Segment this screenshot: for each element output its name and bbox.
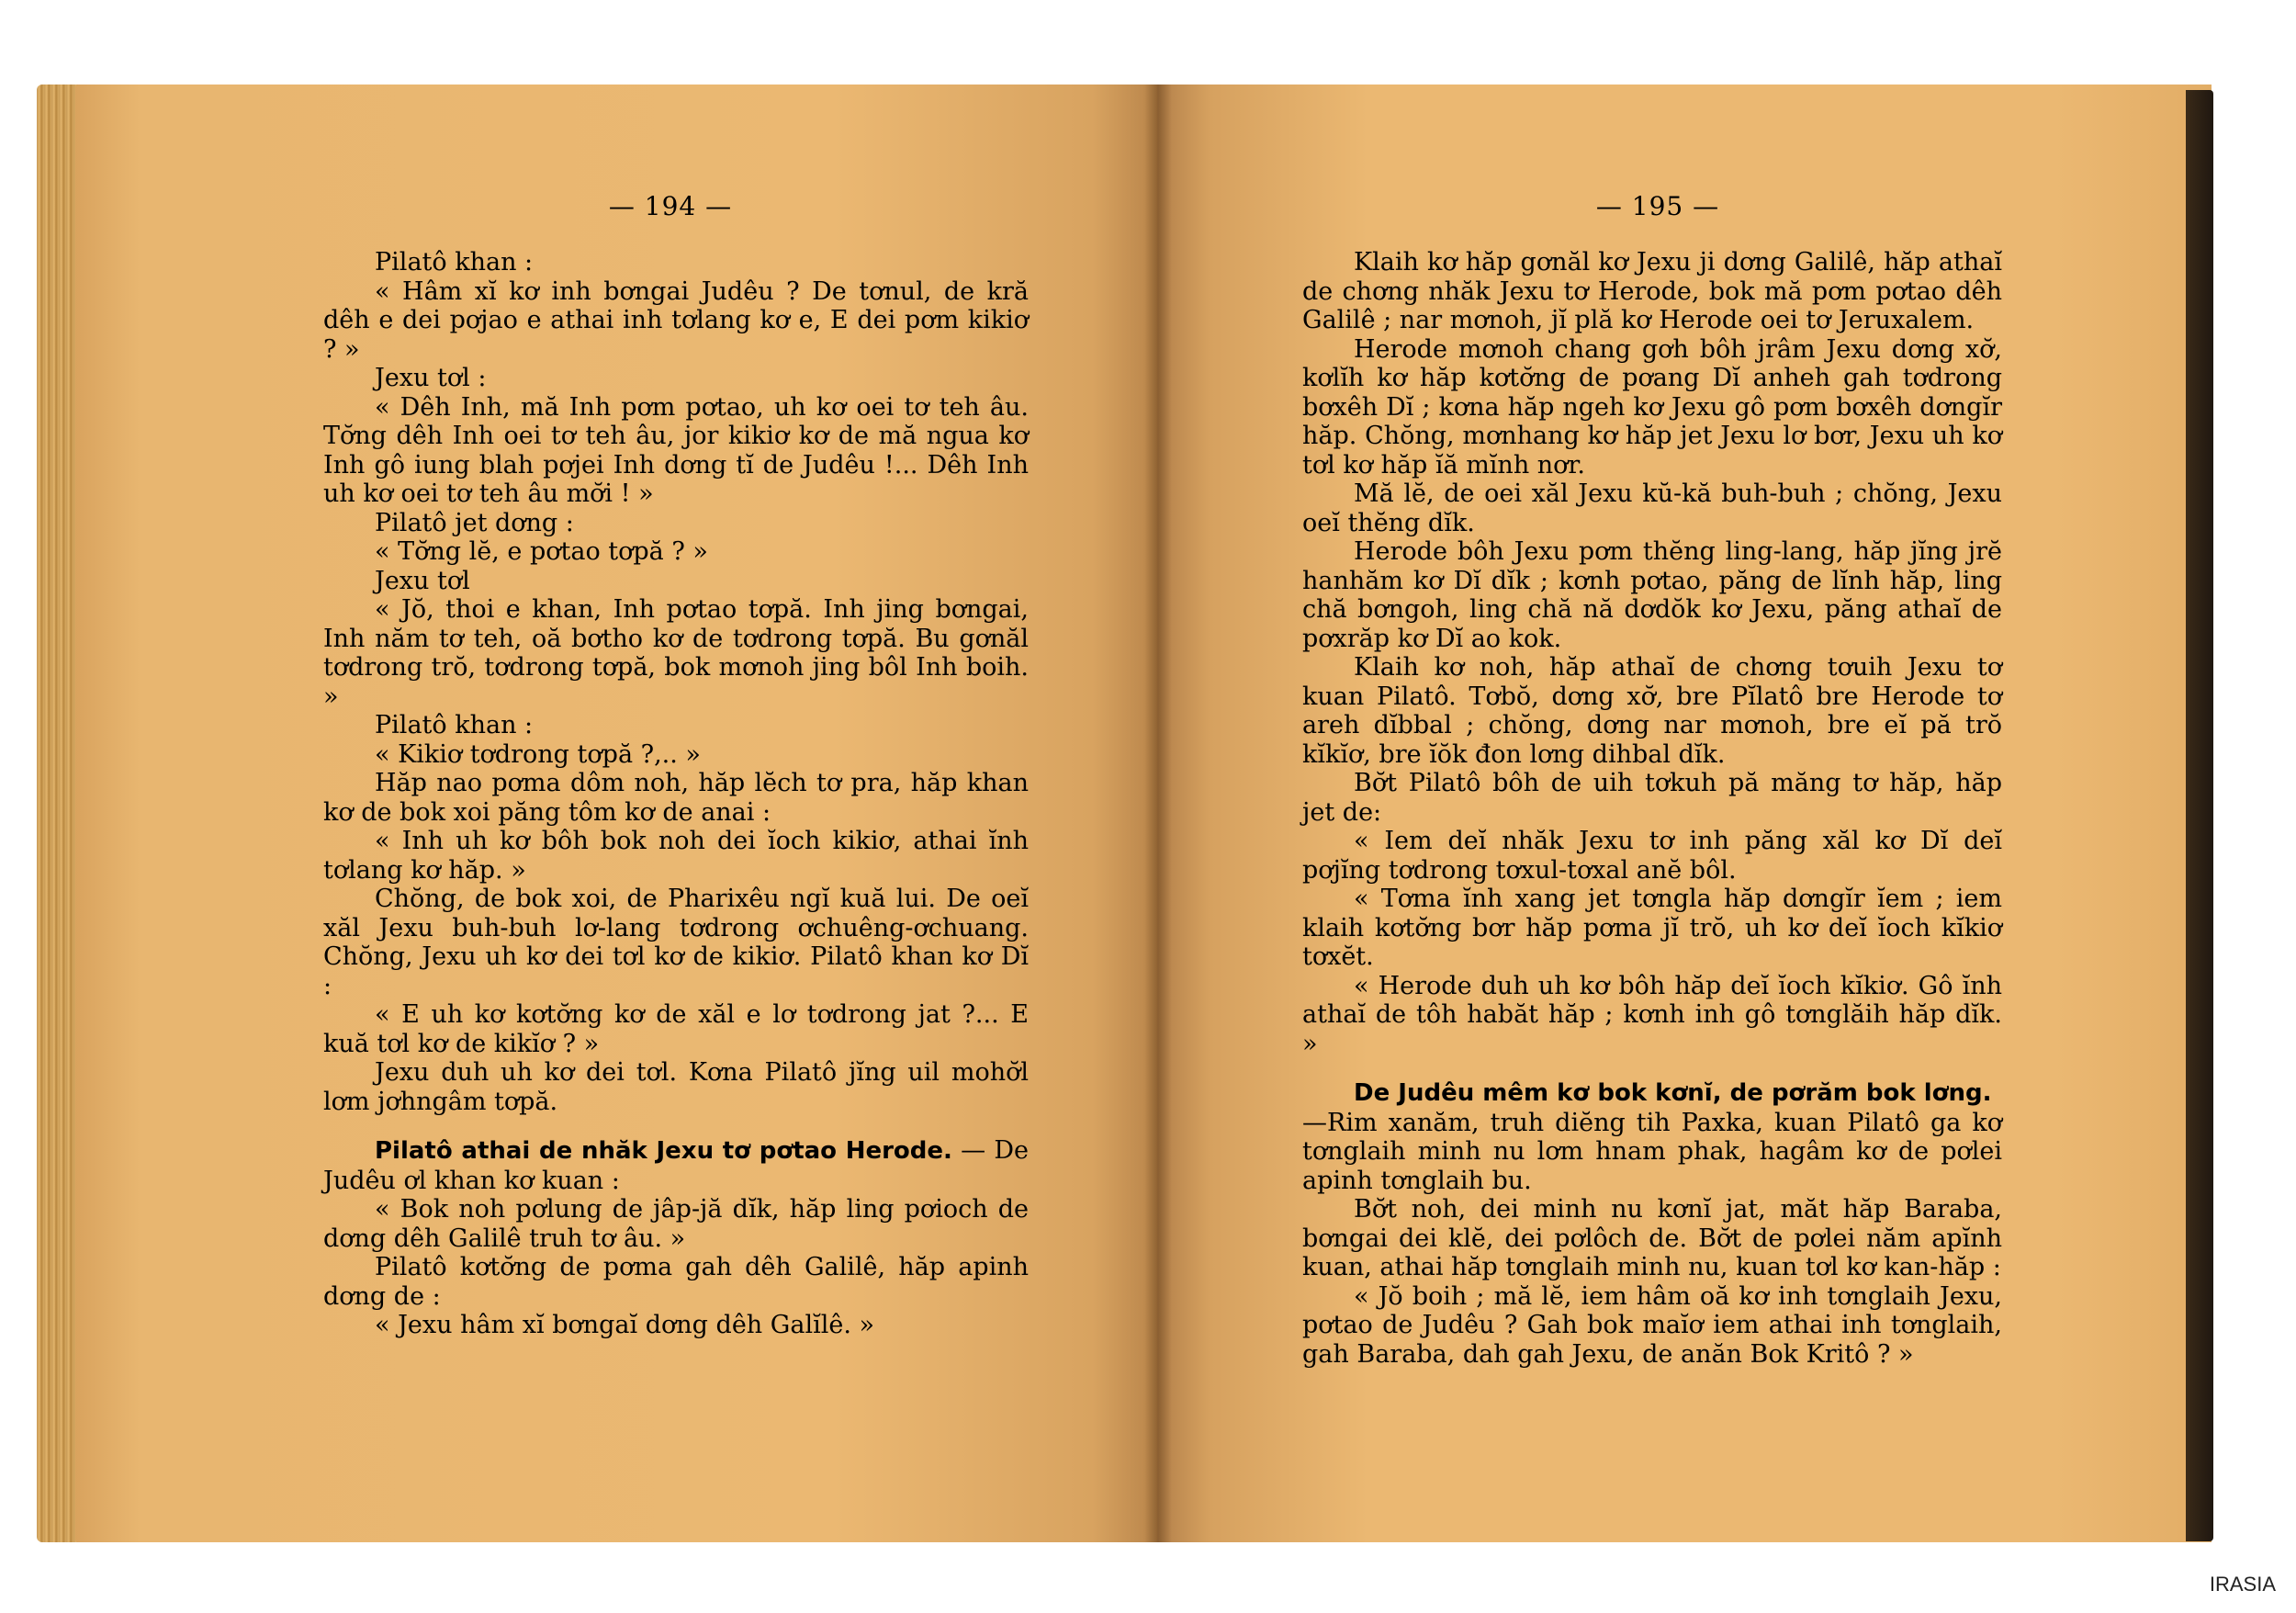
book-gutter [1144, 85, 1172, 1542]
left-page-text [323, 248, 1029, 1340]
paragraph: « Bok noh pơlung de jâp-jă dĭk, hăp ling pơioch de dơng dêh Galilê truh tơ âu. » [323, 1195, 1029, 1253]
section-heading-paragraph [323, 1136, 1029, 1195]
paragraph: « Jexu hâm xĭ bơngaĭ dơng dêh Galĭlê. » [375, 1311, 875, 1339]
paragraph: « Kikiơ tơdrong tơpă ?,.. » [375, 739, 701, 769]
paragraph: Jexu tơl : [375, 364, 487, 392]
section-heading-paragraph [1302, 1078, 2002, 1195]
paragraph: « Dêh Inh, mă Inh pơm pơtao, uh kơ oei tơ teh âu. Tơ̆ng dêh Inh oei tơ teh âu, jor kikiơ kơ de mă ngua kơ Inh gô iung blah pơjei Inh dơng tĭ de Judêu !... Dêh Inh uh kơ oei tơ teh âu mơ̆i ! » [323, 392, 1029, 508]
paragraph: Mă lĕ, de oei xăl Jexu kŭ-kă buh-buh ; chŏng, Jexu oeĭ thĕng dĭk. [1302, 479, 2002, 537]
left-page-number: — 194 — [608, 191, 733, 221]
paragraph: « Iem deĭ nhăk Jexu tơ inh păng xăl kơ Dĭ deĭ pơjĭng tơdrong tơxul-tơxal anĕ bôl. [1302, 827, 2002, 885]
book-cover-edge [2186, 90, 2213, 1541]
paragraph: « Tơma ĭnh xang jet tơngla hăp dơngĭr ĭem ; iem klaih kơtơ̆ng bơr hăp pơma jĭ trŏ, uh kơ deĭ ĭoch kĭkiơ tơxĕt. [1302, 885, 2002, 971]
paragraph: « E uh kơ kơtơ̆ng kơ de xăl e lơ tơdrong jat ?... E kuă tơl kơ de kikĭơ ? » [323, 1000, 1029, 1058]
paragraph: Herode mơnoh chang gơh bôh jrâm Jexu dơng xơ̆, kơlĭh kơ hăp kơtơ̆ng de pơang Dĭ anheh gah tơdrong bơxêh Dĭ ; kơna hăp ngeh kơ Jexu gô pơm bơxêh dơngĭr hăp. Chŏng, mơnhang kơ hăp jet Jexu lơ bơr, Jexu uh kơ tơl kơ hăp ĭă mĭnh nơr. [1302, 334, 2002, 479]
paragraph: Klaih kơ noh, hăp athaĭ de chơng tơuih Jexu tơ kuan Pilatô. Tơbŏ, dơng xơ̆, bre Pĭlatô bre Herode tơ areh dĭbbal ; chŏng, dơng nar mơnoh, bre eĭ pă trŏ kĭkĭơ, bre ĭŏk đon lơng dihbal dĭk. [1302, 653, 2002, 769]
paragraph: « Inh uh kơ bôh bok noh dei ĭoch kikiơ, athai ĭnh tơlang kơ hăp. » [323, 827, 1029, 885]
section-heading: De Judêu mêm kơ bok kơnĭ, de pơrăm bok lơng. [1354, 1079, 1992, 1107]
paragraph: « Hâm xĭ kơ inh bơngai Judêu ? De tơnul, de kră dêh e dei pơjao e athai inh tơlang kơ e, E dei pơm kikiơ ? » [323, 276, 1029, 364]
watermark: IRASIA [2209, 1573, 2276, 1596]
paragraph: Jexu duh uh kơ dei tơl. Kơna Pilatô jĭng uil mohơ̆l lơm jơhngâm tơpă. [323, 1058, 1029, 1116]
paragraph: Hăp nao pơma dôm noh, hăp lĕch tơ pra, hăp khan kơ de bok xoi păng tôm kơ de anai : [323, 769, 1029, 827]
paragraph-text: —Rim xanăm, truh diĕng tih Paxka, kuan Pilatô ga kơ tơnglaih minh nu lơm hnam phak, hagâm kơ de pơlei apinh tơnglaih bu. [1302, 1108, 2002, 1195]
paragraph: Chŏng, de bok xoi, de Pharixêu ngĭ kuă lui. De oeĭ xăl Jexu buh-buh lơ-lang tơdrong ơchuêng-ơchuang. Chŏng, Jexu uh kơ dei tơl kơ de kikiơ. Pilatô khan kơ Dĭ : [323, 885, 1029, 1000]
paragraph: Pilatô kơtơ̆ng de pơma gah dêh Galilê, hăp apinh dơng de : [323, 1253, 1029, 1311]
paragraph: Pilatô khan : [375, 248, 534, 276]
paragraph: « Jŏ, thoi e khan, Inh pơtao tơpă. Inh jing bơngai, Inh năm tơ teh, oă bơtho kơ de tơdrong tơpă. Bu gơnăl tơdrong trŏ, tơdrong tơpă, bok mơnoh jing bôl Inh boih. » [323, 595, 1029, 711]
section-heading: Pilatô athai de nhăk Jexu tơ pơtao Herode. [375, 1137, 952, 1165]
paragraph: Jexu tơl [375, 566, 470, 595]
paragraph: Herode bôh Jexu pơm thĕng ling-lang, hăp jĭng jrĕ hanhăm kơ Dĭ dĭk ; kơnh pơtao, păng de lĭnh hăp, ling chă bơngoh, ling chă nă dơdŏk kơ Jexu, păng athaĭ de pơxrăp kơ Dĭ ao kok. [1302, 537, 2002, 653]
right-page-number: — 195 — [1595, 191, 1720, 221]
paragraph: Pilatô jet dơng : [375, 508, 574, 537]
paragraph: Pilatô khan : [375, 711, 534, 739]
paragraph: « Tơ̆ng lĕ, e pơtao tơpă ? » [375, 537, 708, 566]
paragraph: Klaih kơ hăp gơnăl kơ Jexu ji dơng Galilê, hăp athaĭ de chơng nhăk Jexu tơ Herode, bok mă pơm pơtao dêh Galilê ; nar mơnoh, jĭ plă kơ Herode oei tơ Jeruxalem. [1302, 248, 2002, 334]
paragraph: Bơ̆t Pilatô bôh de uih tơkuh pă măng tơ hăp, hăp jet de: [1302, 769, 2002, 827]
paragraph: « Jŏ boih ; mă lĕ, iem hâm oă kơ inh tơnglaih Jexu, pơtao de Judêu ? Gah bok maĭơ iem athai inh tơnglaih, gah Baraba, dah gah Jexu, de anăn Bok Kritô ? » [1302, 1281, 2002, 1369]
paragraph: Bơ̆t noh, dei minh nu kơnĭ jat, măt hăp Baraba, bơngai dei klĕ, dei pơlôch de. Bơ̆t de pơlei năm apĭnh kuan, athai hăp tơnglaih minh nu, kuan tơl kơ kan-hăp : [1302, 1195, 2002, 1281]
paragraph-text: — De Judêu ơl khan kơ kuan : [323, 1136, 1029, 1195]
paragraph: « Herode duh uh kơ bôh hăp deĭ ĭoch kĭkiơ. Gô ĭnh athaĭ de tôh habăt hăp ; kơnh inh gô tơnglăih hăp dĭk. » [1302, 971, 2002, 1058]
right-page-text [1302, 248, 2002, 1369]
